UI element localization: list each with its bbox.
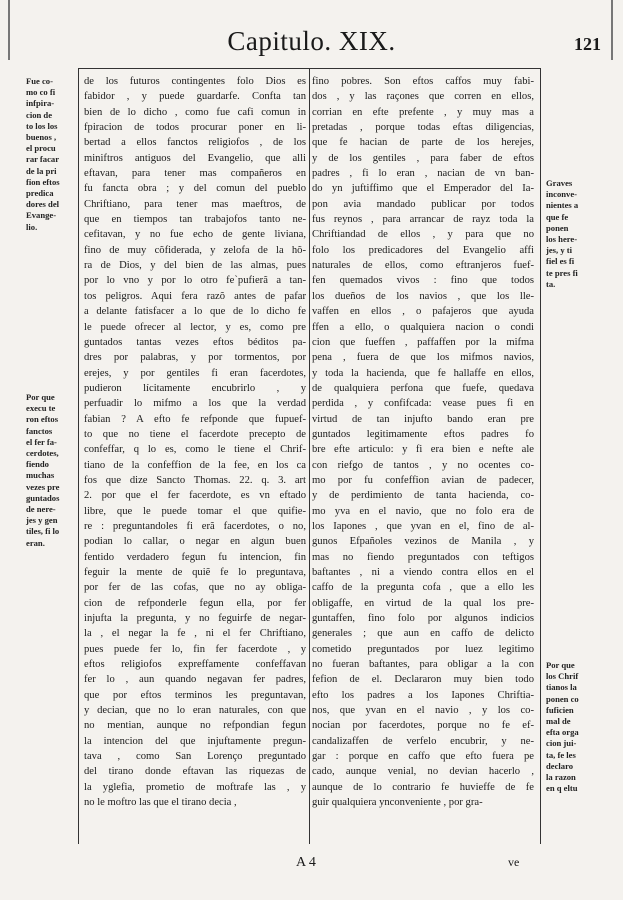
note-line: efta orga (546, 727, 579, 738)
note-line: fiendo (26, 459, 49, 470)
text-line: pena , fuera de que los mifmos navios, (312, 352, 534, 364)
text-line: guir qualquiera ynconveniente , por gra- (312, 797, 483, 809)
text-line: injufta la pregunta, y no feguirfe de negar- (84, 613, 306, 625)
note-line: los here- (546, 234, 578, 245)
note-line: los Chrif (546, 671, 579, 682)
note-line: eran. (26, 537, 45, 548)
note-line: te pres fi (546, 267, 578, 278)
text-line: aunque de lo contrario fe huvieffe de fe (312, 781, 534, 793)
text-line: no fueran baftantes, para obligar a la con (312, 659, 534, 671)
text-line: del tirano donde eftavan las riquezas de (84, 766, 306, 778)
right-margin-rule (540, 68, 541, 844)
text-line: caffo de la pregunta cofa , que a ello les (312, 582, 534, 594)
marginal-note-right-2 (546, 660, 579, 794)
text-line: por lo vno y por lo otro fe`pufierã a tan- (84, 275, 306, 287)
note-line: mal de (546, 716, 571, 727)
note-line: guntados (26, 492, 60, 503)
note-line: ta, fe les (546, 749, 576, 760)
note-line: cion jui- (546, 738, 577, 749)
note-line: ron eftos (26, 414, 59, 425)
note-line: de nere- (26, 504, 56, 515)
note-line: Evange- (26, 210, 57, 221)
text-line: fino pobres. Son eftos caffos muy fabi- (312, 76, 534, 87)
text-line: tiano de la confeffion de la fee, en los ca (84, 459, 306, 471)
text-line: fer lo , aun quando negavan fer padres, (84, 674, 306, 686)
note-line: ta. (546, 278, 556, 289)
note-line: el fer fa- (26, 436, 57, 447)
note-line: buenos , (26, 132, 57, 143)
text-line: generales ; que aun en caffo de delicto (312, 628, 534, 640)
text-line: la yglefia, prometio de moftrafe las , y (84, 781, 306, 793)
note-line: Por que (546, 660, 575, 670)
text-line: to que no tiene el facerdote precepto de (84, 428, 306, 440)
text-line: la , el negar la fe , ni el fer Chriftiano, (84, 628, 306, 640)
text-line: mo yva en el navio, que no folo era de (312, 505, 534, 517)
note-line: de la pri (26, 165, 57, 176)
text-line: nocian por facerdotes, porque no fe ef- (312, 720, 534, 732)
text-line: cometido preguntados por luez legitimo (312, 643, 534, 655)
text-line: dos , y las raçones que corren en ellos, (312, 91, 534, 103)
text-line: guntados tantas vezes eftos béditos pa- (84, 336, 306, 348)
marginal-note-right-1 (546, 178, 578, 290)
note-line: rar facar (26, 154, 60, 165)
note-line: Fue co- (26, 76, 53, 86)
note-line: Por que (26, 392, 55, 402)
text-line: pretadas , porque todas eftas diligencias, (312, 122, 534, 134)
text-line: fefion de el. Declararon muy bien todo (312, 674, 534, 686)
text-line: y toda la hacienda, que fe hallaffe en ellos, (312, 367, 534, 379)
text-line: confeffar, q lo es, como le tiene el Chrif- (84, 444, 306, 456)
text-line: fu fancta obra ; y del comun del pueblo (84, 183, 306, 195)
note-line: tiles, fi lo (26, 526, 60, 537)
text-line: obligaffe, en virtud de la qual los pre- (312, 597, 534, 609)
note-line: que fe (546, 211, 569, 222)
text-line: fen quemados vivos : fino que todos (312, 275, 534, 287)
text-line: padres , fi lo eran , nacian de vn ban- (312, 168, 534, 180)
note-line: cion de (26, 109, 53, 120)
text-line: corrian en efte prefente , y muy mas a (312, 106, 534, 118)
text-line: a delante fatisfacer a lo que de lo dicho fe (84, 306, 306, 318)
marginal-note-left-2 (26, 392, 60, 549)
chapter-title: Capitulo. XIX. (227, 26, 396, 56)
note-line: dores del (26, 199, 60, 210)
text-line: con riefgo de tantos , y no ocentes co- (312, 459, 534, 471)
note-line: inconve- (546, 189, 578, 200)
note-line: jes y gen (26, 515, 58, 526)
note-line: fiel es fi (546, 256, 575, 267)
note-line: infpira- (26, 98, 55, 109)
text-line: que en tiempos tan trabajofos tanto ne- (84, 214, 306, 226)
text-line: fpiracion de todos procurar poner en li- (84, 122, 306, 134)
note-line: la razon (546, 772, 576, 783)
note-line: fanctos (26, 425, 53, 436)
text-line: le puede ofrecer al lector, y es, como pre (84, 321, 306, 333)
text-line: y de perdimiento de tanta hacienda, co- (312, 490, 534, 502)
marginal-note-left-1 (26, 76, 60, 233)
page-footer (0, 855, 623, 875)
text-line: fos que dize Sancto Thomas. 22. q. 3. art (84, 474, 306, 486)
text-line: nos, que yvan en el navio , y los co- (312, 705, 534, 717)
note-line: fion eftos (26, 176, 60, 187)
text-line: cion que fueffen , paffaffen por la mifma (312, 336, 534, 348)
note-line: fuficien (546, 704, 574, 715)
text-line: candalizaffen de verfelo encubrir, y ne- (312, 735, 534, 747)
page-number: 121 (574, 34, 601, 54)
text-line: fus reynos , para arrancar de rayz toda la (312, 214, 534, 226)
text-line: eftos religiofos expreffamente confeffavan (84, 659, 306, 671)
text-line: cado, aunque venial, no devian hacerlo , (312, 766, 534, 778)
text-line: de qualquiera perfona que fuefe, quedava (312, 382, 534, 394)
text-line: baftantes , ni a viendo contra ellos en el (312, 567, 534, 578)
note-line: mo co fi (26, 87, 56, 98)
text-line: folo los predicadores del Evangelio affi (312, 244, 534, 256)
text-line: do yn juftiffimo que el Emperador del Ia- (312, 183, 534, 195)
text-line: pues puede fer lo, fin fer facerdote , y (84, 643, 306, 655)
catchword: ve (508, 855, 520, 869)
text-line: eftavan, para tener mas compañeros en (84, 168, 306, 180)
text-column-right (312, 74, 534, 811)
page-header (0, 26, 623, 66)
note-line: tianos la (546, 682, 577, 693)
text-line: por fer de las cofas, que no ay obliga- (84, 582, 306, 594)
note-line: predica (26, 188, 54, 199)
text-line: y decian, que no lo eran naturales, con que (84, 705, 306, 717)
note-line: jes, y ti (546, 245, 573, 256)
text-line: bertad a ellos fanctos religiofos , de los (84, 137, 306, 149)
text-line: ffen a ello, o qualquiera nacion o condi (312, 321, 534, 333)
text-line: gunos Efpañoles vezinos de Manila , y (312, 536, 534, 548)
text-line: Chriftiano, para tener mas maeftros, de (84, 198, 306, 210)
note-line: en q eltu (546, 783, 578, 794)
text-line: que fe hacian de parte de los herejes, (312, 137, 534, 149)
text-line: perfuadir lo mifmo a los que la verdad (84, 398, 306, 410)
text-line: y de los gentiles , para faber de eftos (312, 152, 534, 164)
note-line: ponen co (546, 693, 579, 704)
signature-mark: A 4 (296, 855, 316, 870)
note-line: vezes pre (26, 481, 60, 492)
text-line: feguir la mente de quiẽ fe lo preguntava, (84, 567, 306, 578)
text-line: miniftros antiguos del Evangelio, que alli (84, 152, 306, 164)
text-line: los dueños de los navios , que los lle- (312, 290, 534, 302)
text-line: perdida , y confifcada: vease pues fi en (312, 398, 534, 410)
text-column-left (84, 74, 306, 811)
text-line: bien de lo dicho , como fue cafi comun in (84, 106, 306, 118)
note-line: lio. (26, 221, 38, 232)
text-line: fentido verdadero fegun fu intencion, fin (84, 551, 306, 563)
text-line: guntados legitimamente eftos padres fo (312, 428, 534, 440)
text-line: tos peligros. Aqui fera razõ antes de pafar (84, 290, 306, 302)
text-line: mo por fu confeffion avian de padecer, (312, 474, 534, 486)
text-line: tava , como San Lorenço preguntado (84, 751, 306, 763)
text-line: no le moftro las que el tirano decia , (84, 797, 237, 809)
column-divider (309, 68, 310, 844)
text-line: gar : porque en caffo que efto fuera pe (312, 751, 534, 763)
note-line: execu te (26, 403, 56, 414)
text-line: que por eftos terminos les preguntavan, (84, 689, 306, 701)
note-line: to los los (26, 120, 58, 131)
text-line: virtud de tan injufto bando eran pre (312, 413, 534, 425)
text-line: ra de Dios, y del bien de las almas, pues (84, 260, 306, 272)
text-line: no mentian, aunque no refpondian fegun (84, 720, 306, 732)
text-line: dres por palabras, y por tormentos, por (84, 352, 306, 364)
note-line: muchas (26, 470, 55, 481)
text-line: 2. por que el fer facerdote, es vn eftado (84, 490, 306, 502)
text-line: vaffen en ellos , o pafajeros que ayuda (312, 306, 534, 318)
text-line: Chriftiandad de ellos , y para que no (312, 229, 534, 241)
text-line: de los futuros contingentes folo Dios es (84, 76, 306, 87)
note-line: Graves (546, 178, 573, 188)
text-line: libre, que le puede tomar el que quifie- (84, 505, 306, 517)
text-line: efto los padres a los Iapones Chriftia- (312, 689, 534, 701)
text-line: mas no fiendo preguntados con teftigos (312, 551, 534, 563)
text-line: cefitavan, y no fue echo de gente liviana, (84, 229, 306, 241)
text-line: los Iapones , que yvan en el, fino de al- (312, 520, 534, 532)
text-line: cion de refponderle fegun ella, por fer (84, 597, 306, 609)
text-line: re : preguntandoles fi erã facerdotes, o no, (84, 520, 306, 532)
text-line: podian lo callar, o negar en algun buen (84, 536, 306, 548)
text-line: la intencion del que injuftamente pregun- (84, 735, 306, 747)
left-margin-rule (78, 68, 79, 844)
text-line: pudieron lícitamente encubrirlo , y (84, 382, 306, 394)
text-line: bre efte articulo: y fi era bien e nefte ale (312, 444, 534, 456)
text-line: fino de muy cõfiderada, y zelofa de la hõ- (84, 244, 306, 256)
text-line: erejes, y por gentiles fi eran facerdotes, (84, 367, 306, 379)
text-line: pon avia mandado publicar por todos (312, 198, 534, 210)
note-line: el procu (26, 143, 56, 154)
text-line: naturales de ellos, como eftranjeros fuef- (312, 260, 534, 272)
note-line: declaro (546, 760, 574, 771)
text-line: fabidor , y puede guardarfe. Confta tan (84, 91, 306, 103)
text-line: fabian ? A efto fe refponde que fupuef- (84, 413, 306, 425)
text-line: guntaffen, fino folo por algunos indicios (312, 613, 534, 625)
note-line: ponen (546, 222, 569, 233)
note-line: cerdotes, (26, 448, 59, 459)
note-line: nientes a (546, 200, 579, 211)
